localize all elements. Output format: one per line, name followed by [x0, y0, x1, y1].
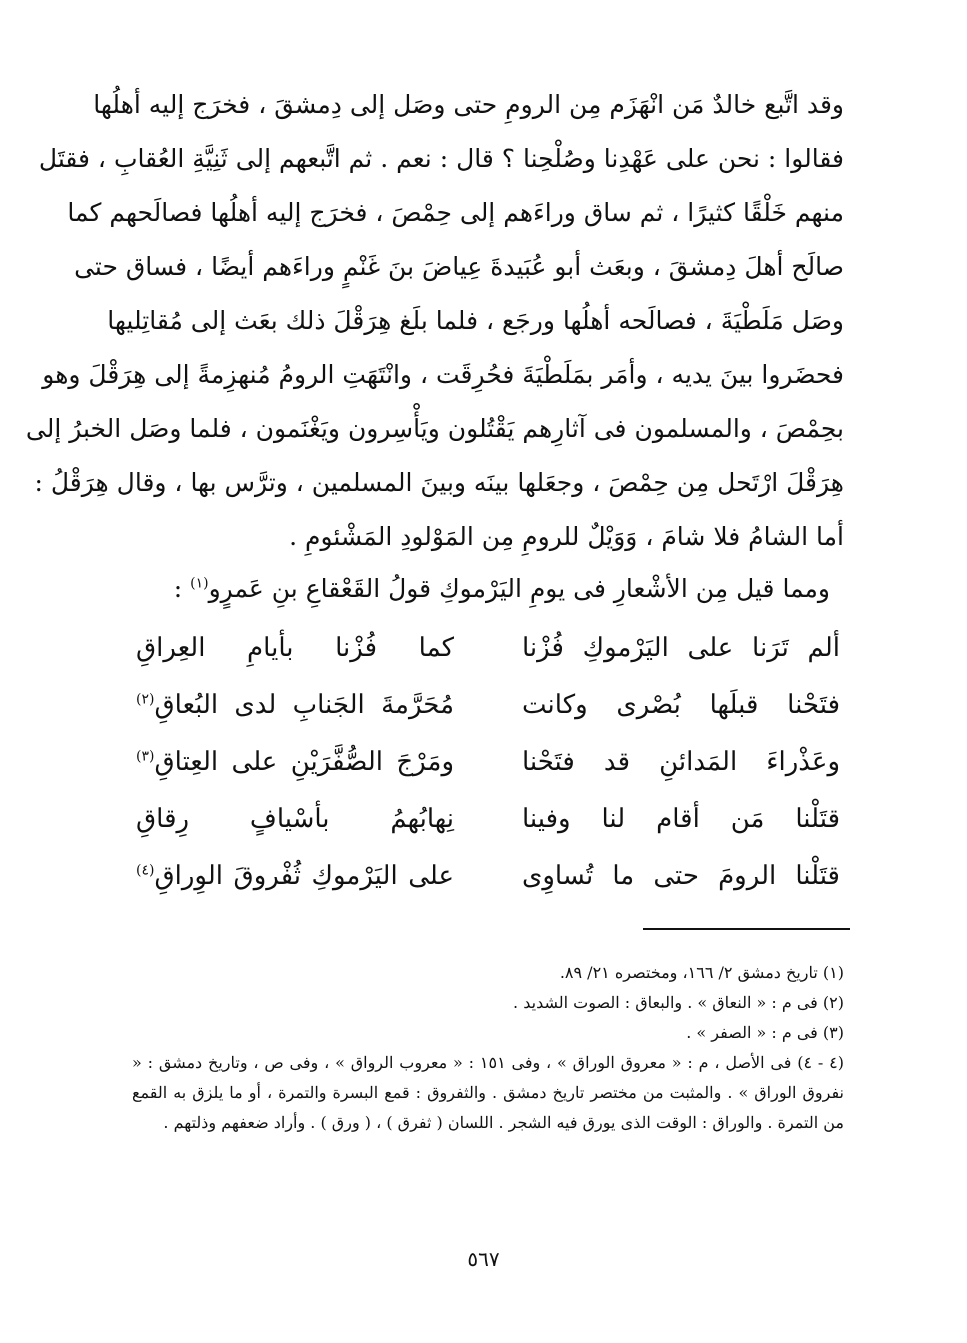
verse-second-hemistich — [136, 734, 454, 791]
text-line: هِرَقْلَ ارْتَحل مِن حِمْصَ ، وجعَلها بينَه وبينَ المسلمين ، وترَّس بها ، وقال هِرَقْلُ : — [34, 468, 844, 497]
footnote-separator — [643, 928, 850, 930]
text-line: صالَح أهلَ دِمشقَ ، وبعَث أبو عُبَيدةَ عِياضَ بنَ غَنْمٍ وراءَهم أيضًا ، فساق حتى — [74, 252, 844, 281]
poem-intro-text: ومما قيل مِن الأشْعارِ فى يومِ اليَرْموكِ قولُ القَعْقاعِ بنِ عَمرٍو — [208, 574, 830, 603]
text-line: فحضَروا بينَ يديه ، وأمَر بمَلَطْيَةَ فحُرِقَت ، وانْتَهَتِ الرومُ مُنهزِمةً إلى هِرَقْلَ وهو — [42, 360, 844, 389]
footnote: (٣) فى م : « الصفر » . — [686, 1023, 844, 1042]
verse-first-hemistich: قتَلْنا مَن أقام لنا وفينا — [522, 804, 840, 834]
verse-line — [132, 734, 844, 791]
footnote-marker: (٤) — [136, 862, 155, 879]
verse-first-hemistich: وعَذْراءَ المَدائنِ قد فتَحْنا — [522, 747, 840, 777]
footnote: (٤ - ٤) فى الأصل ، م : « معروق الوراق » ، وفى ١٥١ : « معروب الرواق » ، وفى ص ، وتاريخ دمشق : « نفروق الوراق » . والمثبت من مختصر تاريخ دمشق . والثفروق : قمع البسرة والتمرة ، أو ما يلزق به القمع من التمرة . والوراق : الوقت الذى يورق فيه الشجر . اللسان ( ثفرق ) ، ( ورق ) . وأراد ضعفهم وذلتهم . — [132, 1053, 845, 1132]
text-line: فقالوا : نحن على عَهْدِنا وصُلْحِنا ؟ قال : نعم . ثم اتَّبعهم إلى ثَنِيَّةِ العُقابِ ، فقتَل — [38, 144, 844, 173]
footnote-marker: (١) — [190, 575, 209, 592]
text-line: أما الشامُ فلا شامَ ، وَوَيْلٌ للرومِ مِن المَوْلودِ المَشْئومِ . — [289, 522, 844, 551]
footnote: (٢) فى م : « النعاق » . والبعاق : الصوت الشديد . — [513, 993, 844, 1012]
footnote-marker: (٣) — [136, 748, 155, 765]
verse-second-text: ومَرْجَ الصُّفَّرَيْنِ على العِتاقِ — [154, 747, 454, 777]
verse-second-hemistich — [136, 848, 454, 905]
footnotes — [132, 958, 844, 1138]
footnote: (١) تاريخ دمشق ٢/ ١٦٦، ومختصره ٢١/ ٨٩. — [559, 963, 844, 982]
verse-line — [132, 791, 844, 848]
page-number: ٥٦٧ — [467, 1247, 500, 1271]
verse-second-hemistich: كما فُزْنا بأيامِ العِراقِ — [136, 633, 454, 663]
verse-first-hemistich: ألم تَرَنا على اليَرْموكِ فُزْنا — [522, 633, 840, 663]
text-line: وقد اتَّبع خالدٌ مَن انْهَزَم مِن الرومِ حتى وصَل إلى دِمشقَ ، فخرَج إليه أهلُها — [93, 90, 844, 119]
poem-introduction — [173, 562, 830, 616]
verse-line — [132, 620, 844, 677]
verse-line — [132, 848, 844, 905]
text-line: وصَل مَلَطْيَةَ ، فصالَحه أهلُها ورجَع ، فلما بلَغ هِرَقْلَ ذلك بعَث إلى مُقاتِليها — [107, 306, 844, 335]
footnote-marker: (٢) — [136, 691, 155, 708]
verse-first-hemistich: فتَحْنا قبلَها بُصْرى وكانت — [522, 690, 840, 720]
poem-intro-colon: : — [173, 574, 183, 603]
verse-first-hemistich: قتَلْنا الرومَ حتى ما تُساوِى — [522, 861, 840, 891]
text-line: بحِمْصَ ، والمسلمون فى آثارِهم يَقْتُلون ويَأْسِرون ويَغْنَمون ، فلما وصَل الخبرُ إلى — [25, 414, 844, 443]
text-line: منهم خَلْقًا كثيرًا ، ثم ساق وراءَهم إلى حِمْصَ ، فخرَج إليه أهلُها فصالَحهم كما — [67, 198, 844, 227]
main-text — [25, 78, 844, 564]
verse-second-text: مُحَرَّمةَ الجَنابِ لدى البُعاقِ — [154, 690, 454, 720]
poem — [132, 620, 844, 905]
verse-second-hemistich — [136, 677, 454, 734]
verse-second-text: على اليَرْموكِ ثُفْروقَ الوِراقِ — [154, 861, 454, 891]
verse-second-hemistich: نِهابُهمُ بأسْيافٍ رِقاقِ — [136, 804, 454, 834]
verse-line — [132, 677, 844, 734]
